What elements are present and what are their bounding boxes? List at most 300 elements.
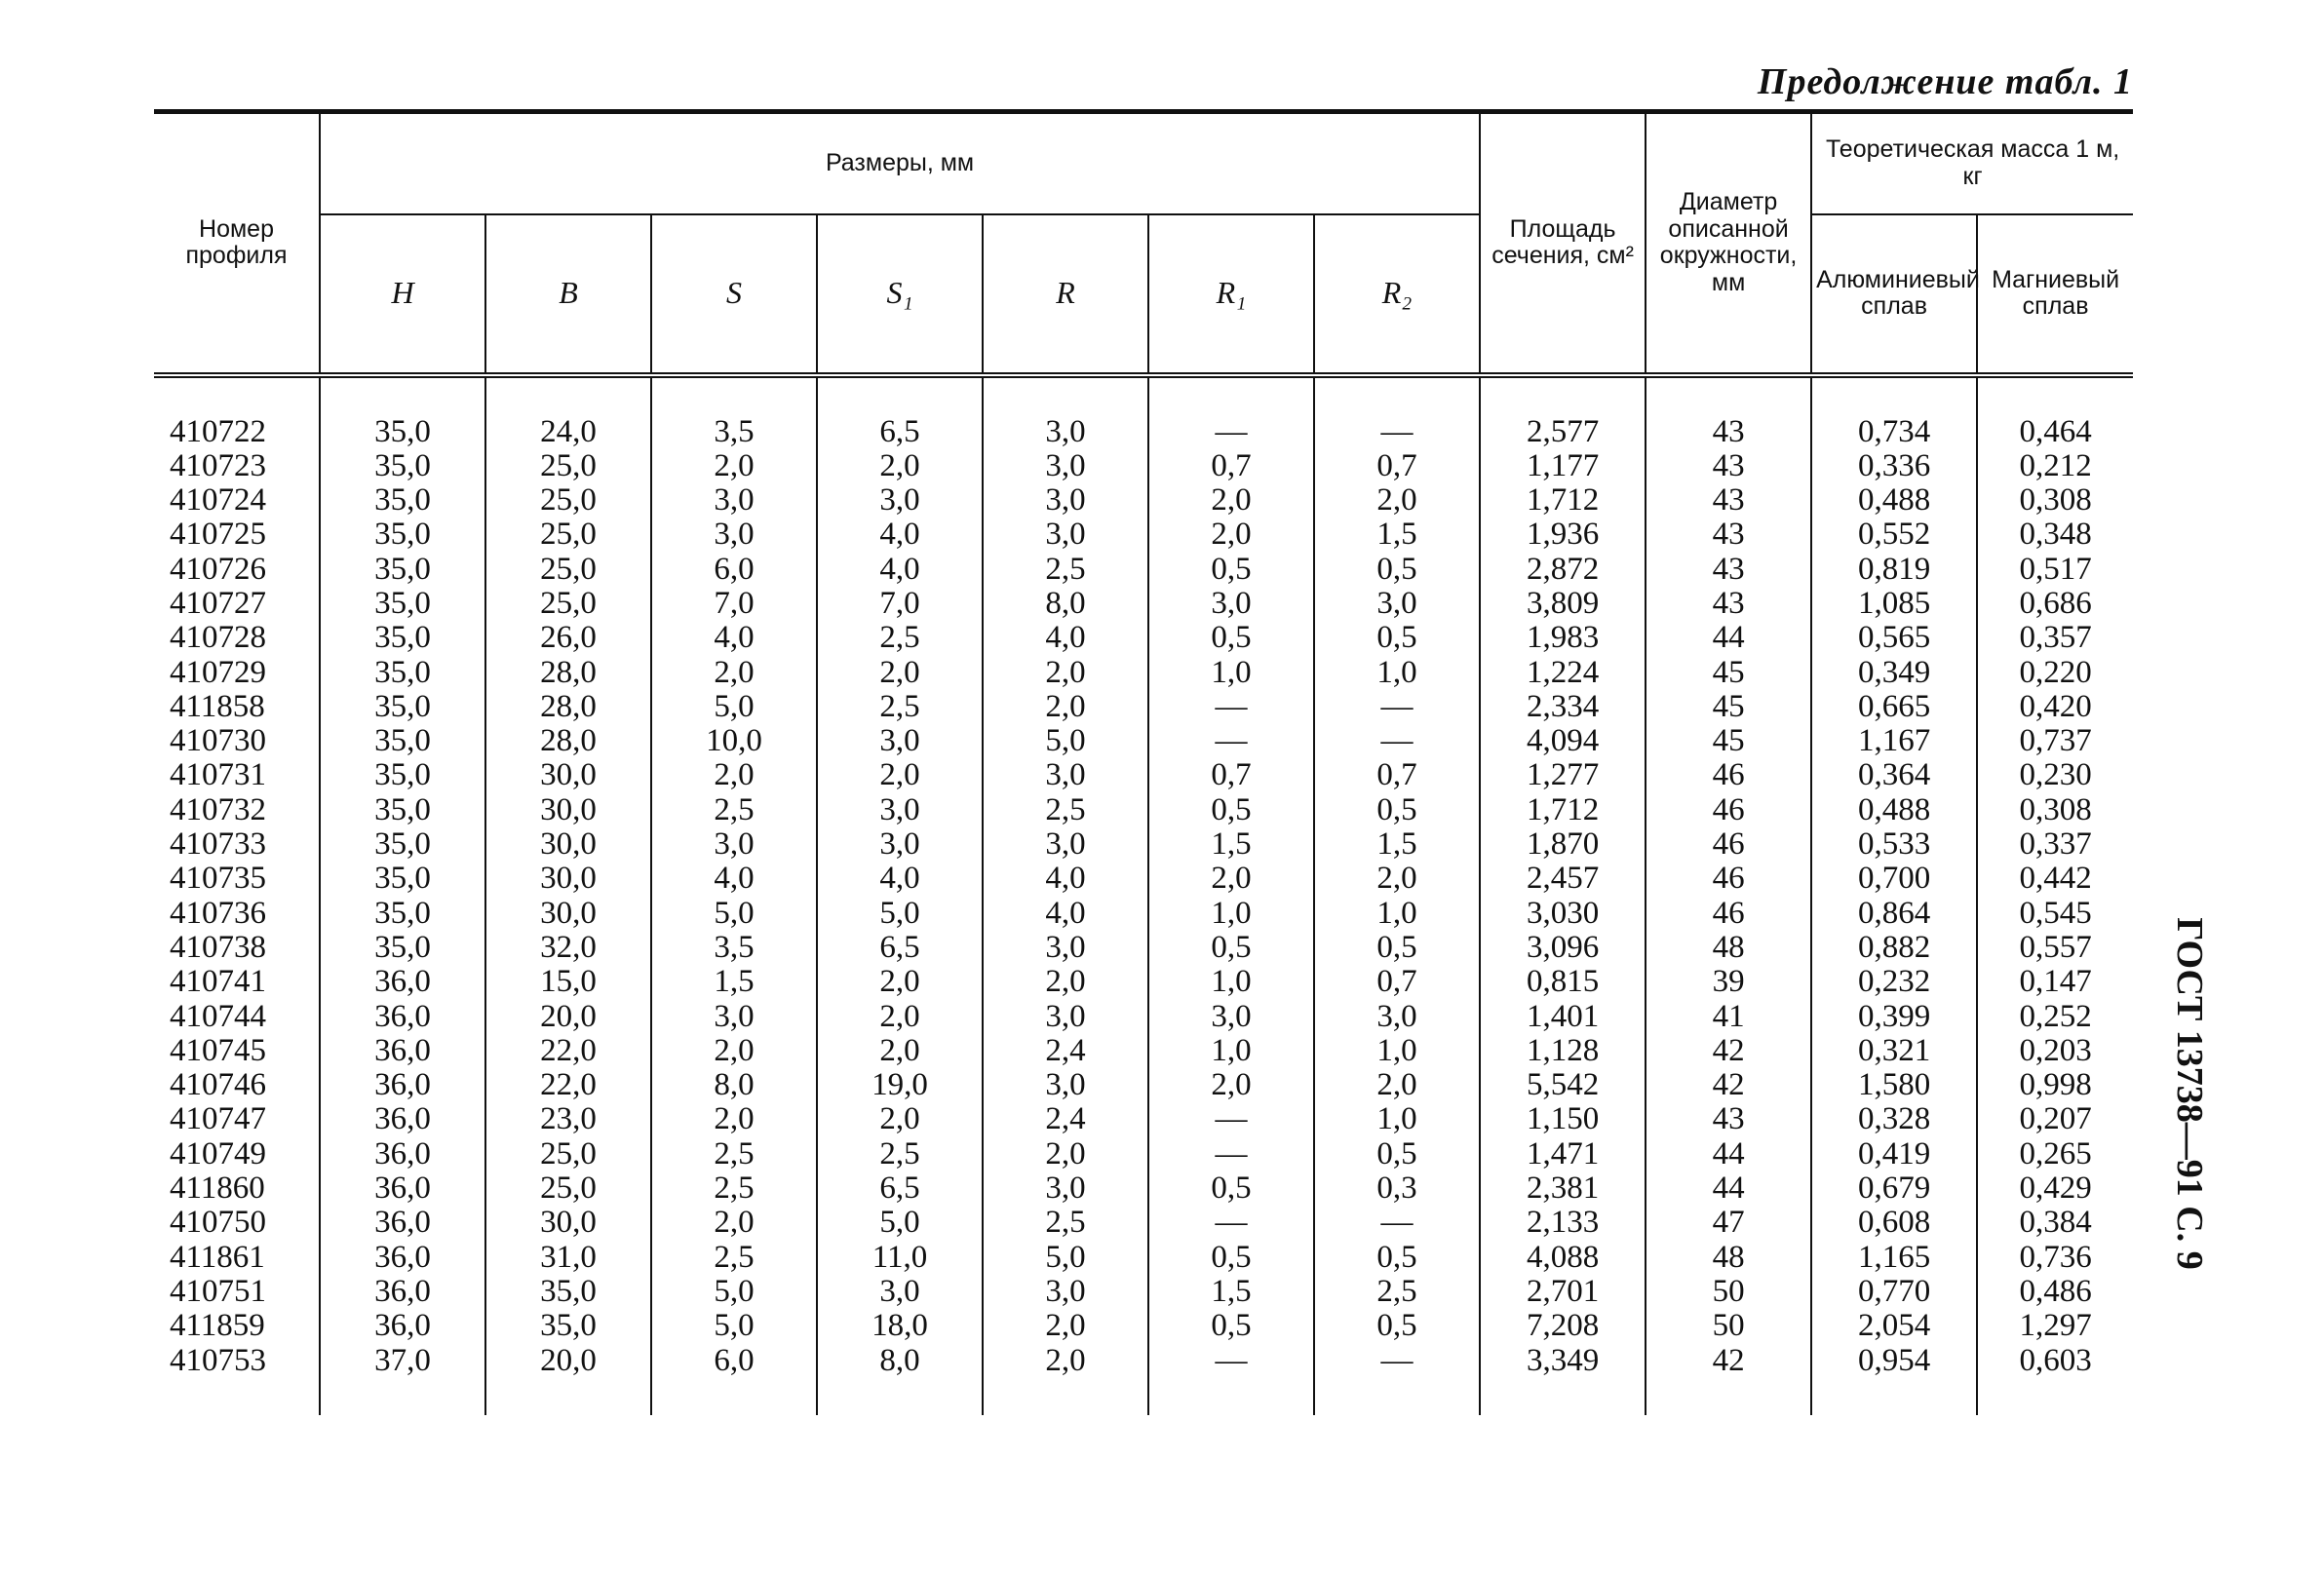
table-cell: 0,203 bbox=[1977, 1034, 2133, 1068]
table-cell: 2,0 bbox=[1314, 1068, 1480, 1102]
table-cell: 1,297 bbox=[1977, 1309, 2133, 1343]
table-cell: 0,230 bbox=[1977, 758, 2133, 792]
table-cell: 2,0 bbox=[651, 1102, 817, 1136]
profile-number-cell: 410741 bbox=[170, 964, 266, 1000]
table-cell: 25,0 bbox=[485, 518, 651, 552]
table-cell: 0,336 bbox=[1811, 449, 1977, 483]
table-cell: 46 bbox=[1646, 827, 1811, 862]
table-cell: 0,7 bbox=[1148, 758, 1314, 792]
table-cell: 2,0 bbox=[651, 656, 817, 690]
table-cell: 0,419 bbox=[1811, 1137, 1977, 1171]
table-cell: 4,0 bbox=[651, 621, 817, 655]
profile-number-cell: 410738 bbox=[170, 929, 266, 965]
table-row bbox=[154, 449, 2133, 483]
table-row bbox=[154, 724, 2133, 758]
table-row bbox=[154, 1102, 2133, 1136]
table-cell: 35,0 bbox=[320, 518, 485, 552]
table-cell: 6,5 bbox=[817, 415, 983, 449]
profile-number-cell: 410732 bbox=[170, 791, 266, 827]
table-cell: 6,5 bbox=[817, 931, 983, 965]
table-row bbox=[154, 621, 2133, 655]
table-continuation-caption: Предолжение табл. 1 bbox=[1757, 61, 2133, 102]
table-cell: 2,381 bbox=[1480, 1171, 1646, 1206]
table-cell: 1,712 bbox=[1480, 483, 1646, 518]
table-cell: 3,5 bbox=[651, 931, 817, 965]
table-cell: 1,0 bbox=[1148, 656, 1314, 690]
table-cell: 25,0 bbox=[485, 1171, 651, 1206]
table-cell: 1,277 bbox=[1480, 758, 1646, 792]
table-cell: 0,734 bbox=[1811, 415, 1977, 449]
table-cell: 18,0 bbox=[817, 1309, 983, 1343]
table-cell: 0,882 bbox=[1811, 931, 1977, 965]
header-section-area: Площадь сечения, см² bbox=[1480, 112, 1646, 375]
table-cell: 35,0 bbox=[320, 415, 485, 449]
table-cell: 1,224 bbox=[1480, 656, 1646, 690]
table-row bbox=[154, 1171, 2133, 1206]
table-cell: 31,0 bbox=[485, 1241, 651, 1275]
table-cell: 2,0 bbox=[983, 1137, 1148, 1171]
table-cell: 5,542 bbox=[1480, 1068, 1646, 1102]
table-cell: 0,7 bbox=[1314, 758, 1480, 792]
table-cell: 1,165 bbox=[1811, 1241, 1977, 1275]
table-cell: 30,0 bbox=[485, 862, 651, 896]
table-cell: 3,0 bbox=[1148, 1000, 1314, 1034]
table-cell: 30,0 bbox=[485, 897, 651, 931]
table-cell: 2,054 bbox=[1811, 1309, 1977, 1343]
table-cell: 48 bbox=[1646, 1241, 1811, 1275]
table-cell: 42 bbox=[1646, 1034, 1811, 1068]
table-cell: 3,0 bbox=[1314, 587, 1480, 621]
table-tail-row bbox=[154, 1378, 2133, 1415]
table-cell: 2,5 bbox=[651, 1241, 817, 1275]
table-row bbox=[154, 827, 2133, 862]
table-cell: 4,0 bbox=[651, 862, 817, 896]
table-cell: 3,0 bbox=[983, 1171, 1148, 1206]
table-cell: 1,0 bbox=[1148, 965, 1314, 999]
table-cell: 20,0 bbox=[485, 1000, 651, 1034]
profile-number-cell: 410724 bbox=[170, 482, 266, 518]
table-cell: 3,0 bbox=[817, 1275, 983, 1309]
table-body bbox=[154, 375, 2133, 1415]
table-cell: 0,5 bbox=[1148, 1241, 1314, 1275]
table-cell: 35,0 bbox=[320, 827, 485, 862]
table-cell: — bbox=[1314, 690, 1480, 724]
table-cell: 0,679 bbox=[1811, 1171, 1977, 1206]
profile-number-cell: 411860 bbox=[170, 1171, 265, 1207]
table-cell: 42 bbox=[1646, 1068, 1811, 1102]
table-cell: 1,150 bbox=[1480, 1102, 1646, 1136]
table-cell: 10,0 bbox=[651, 724, 817, 758]
table-cell: 36,0 bbox=[320, 1171, 485, 1206]
table-cell: 7,0 bbox=[651, 587, 817, 621]
table-cell: 2,0 bbox=[651, 449, 817, 483]
table-cell: 5,0 bbox=[651, 1309, 817, 1343]
table-cell: 44 bbox=[1646, 621, 1811, 655]
table-cell: 0,207 bbox=[1977, 1102, 2133, 1136]
table-cell: 30,0 bbox=[485, 758, 651, 792]
table-cell: 8,0 bbox=[983, 587, 1148, 621]
table-cell: 30,0 bbox=[485, 827, 651, 862]
table-header bbox=[154, 112, 2133, 375]
table-cell: 2,0 bbox=[817, 758, 983, 792]
table-cell: 3,0 bbox=[983, 1000, 1148, 1034]
table-cell: 1,983 bbox=[1480, 621, 1646, 655]
table-cell: 35,0 bbox=[320, 553, 485, 587]
table-cell: — bbox=[1314, 724, 1480, 758]
table-cell: 26,0 bbox=[485, 621, 651, 655]
table-cell: 1,0 bbox=[1148, 1034, 1314, 1068]
table-cell: 4,0 bbox=[817, 553, 983, 587]
table-cell: 20,0 bbox=[485, 1344, 651, 1378]
table-cell: — bbox=[1148, 415, 1314, 449]
table-cell: 0,686 bbox=[1977, 587, 2133, 621]
table-cell: 2,5 bbox=[817, 690, 983, 724]
table-cell: 8,0 bbox=[651, 1068, 817, 1102]
table-cell: 3,0 bbox=[651, 1000, 817, 1034]
table-cell: 2,457 bbox=[1480, 862, 1646, 896]
table-cell: 0,864 bbox=[1811, 897, 1977, 931]
table-cell: 48 bbox=[1646, 931, 1811, 965]
table-cell: 15,0 bbox=[485, 965, 651, 999]
table-cell: 2,133 bbox=[1480, 1206, 1646, 1240]
table-cell: 0,232 bbox=[1811, 965, 1977, 999]
profiles-table bbox=[154, 109, 2133, 1415]
table-cell: 35,0 bbox=[320, 724, 485, 758]
document-standard-label: ГОСТ 13738—91 С. 9 bbox=[2169, 917, 2210, 1270]
table-cell: 3,0 bbox=[983, 1275, 1148, 1309]
table-cell: 3,0 bbox=[983, 518, 1148, 552]
table-cell: 47 bbox=[1646, 1206, 1811, 1240]
table-cell: 43 bbox=[1646, 1102, 1811, 1136]
table-cell: 2,0 bbox=[983, 1344, 1148, 1378]
table-cell: 22,0 bbox=[485, 1068, 651, 1102]
table-cell: 6,5 bbox=[817, 1171, 983, 1206]
table-cell: 0,5 bbox=[1314, 621, 1480, 655]
profile-number-cell: 411858 bbox=[170, 688, 265, 724]
table-cell: 0,7 bbox=[1148, 449, 1314, 483]
header-theoretical-mass: Теоретическая масса 1 м, кг bbox=[1811, 112, 2133, 214]
table-row bbox=[154, 690, 2133, 724]
table-cell: 2,0 bbox=[1148, 1068, 1314, 1102]
table-cell: 4,0 bbox=[817, 862, 983, 896]
table-cell: 35,0 bbox=[320, 587, 485, 621]
table-cell: 36,0 bbox=[320, 1275, 485, 1309]
table-cell: 1,580 bbox=[1811, 1068, 1977, 1102]
table-cell: 22,0 bbox=[485, 1034, 651, 1068]
table-row bbox=[154, 1344, 2133, 1378]
table-cell: 0,603 bbox=[1977, 1344, 2133, 1378]
header-col-r: R bbox=[983, 214, 1148, 375]
table-cell: — bbox=[1314, 415, 1480, 449]
header-circumscribed-diameter: Диаметр описанной окружности, мм bbox=[1646, 112, 1811, 375]
table-cell: 2,5 bbox=[983, 793, 1148, 827]
table-cell: 2,4 bbox=[983, 1034, 1148, 1068]
table-row bbox=[154, 415, 2133, 449]
table-cell: 1,5 bbox=[1148, 1275, 1314, 1309]
table-cell: 19,0 bbox=[817, 1068, 983, 1102]
table-cell: — bbox=[1148, 1102, 1314, 1136]
table-cell: 36,0 bbox=[320, 1102, 485, 1136]
table-cell: 25,0 bbox=[485, 553, 651, 587]
profile-number-cell: 411861 bbox=[170, 1239, 265, 1275]
table-cell: 42 bbox=[1646, 1344, 1811, 1378]
table-cell: 3,0 bbox=[651, 827, 817, 862]
table-cell: 43 bbox=[1646, 449, 1811, 483]
table-cell: 4,0 bbox=[817, 518, 983, 552]
table-cell: 0,5 bbox=[1148, 621, 1314, 655]
table-cell: 1,5 bbox=[1148, 827, 1314, 862]
table-cell: 0,5 bbox=[1314, 793, 1480, 827]
table-row bbox=[154, 862, 2133, 896]
table-cell: 3,0 bbox=[1148, 587, 1314, 621]
table-cell: — bbox=[1148, 1137, 1314, 1171]
table-cell: 28,0 bbox=[485, 690, 651, 724]
table-cell: 5,0 bbox=[651, 1275, 817, 1309]
table-cell: 37,0 bbox=[320, 1344, 485, 1378]
table-row bbox=[154, 1206, 2133, 1240]
table-cell: 2,5 bbox=[1314, 1275, 1480, 1309]
profile-number-cell: 410753 bbox=[170, 1342, 266, 1378]
profile-number-cell: 410750 bbox=[170, 1205, 266, 1241]
table-cell: 24,0 bbox=[485, 415, 651, 449]
table-row bbox=[154, 1034, 2133, 1068]
table-cell: 0,665 bbox=[1811, 690, 1977, 724]
table-cell: 36,0 bbox=[320, 965, 485, 999]
header-col-r2: R₂ bbox=[1314, 214, 1480, 375]
table-cell: 1,0 bbox=[1314, 656, 1480, 690]
profile-number-cell: 410730 bbox=[170, 723, 266, 759]
table-cell: 0,464 bbox=[1977, 415, 2133, 449]
table-cell: 0,252 bbox=[1977, 1000, 2133, 1034]
table-cell: 43 bbox=[1646, 415, 1811, 449]
table-cell: 46 bbox=[1646, 758, 1811, 792]
table-cell: 1,0 bbox=[1148, 897, 1314, 931]
table-row bbox=[154, 1241, 2133, 1275]
table-cell: 0,399 bbox=[1811, 1000, 1977, 1034]
table-row bbox=[154, 965, 2133, 999]
table-cell: 2,701 bbox=[1480, 1275, 1646, 1309]
profile-number-cell: 410749 bbox=[170, 1135, 266, 1171]
table-cell: 1,936 bbox=[1480, 518, 1646, 552]
profile-number-cell: 411859 bbox=[170, 1308, 265, 1344]
table-cell: 3,0 bbox=[983, 449, 1148, 483]
table-cell: 35,0 bbox=[320, 483, 485, 518]
table-cell: 0,348 bbox=[1977, 518, 2133, 552]
profiles-table-container bbox=[154, 109, 2133, 1415]
table-cell: 2,5 bbox=[983, 1206, 1148, 1240]
table-cell: 0,7 bbox=[1314, 449, 1480, 483]
table-cell: 0,5 bbox=[1314, 553, 1480, 587]
table-cell: 35,0 bbox=[320, 793, 485, 827]
table-cell: 28,0 bbox=[485, 724, 651, 758]
table-cell: 0,5 bbox=[1148, 793, 1314, 827]
table-cell: 0,488 bbox=[1811, 483, 1977, 518]
table-cell: 1,5 bbox=[651, 965, 817, 999]
table-cell: 35,0 bbox=[320, 862, 485, 896]
table-cell: 1,128 bbox=[1480, 1034, 1646, 1068]
table-cell: 44 bbox=[1646, 1171, 1811, 1206]
table-cell: 3,096 bbox=[1480, 931, 1646, 965]
table-cell: 0,5 bbox=[1314, 931, 1480, 965]
table-cell: 2,0 bbox=[817, 1034, 983, 1068]
table-cell: 1,0 bbox=[1314, 897, 1480, 931]
table-cell: 2,0 bbox=[817, 1102, 983, 1136]
header-col-magnesium: Магниевый сплав bbox=[1977, 214, 2133, 375]
profile-number-cell: 410727 bbox=[170, 585, 266, 621]
table-cell: 45 bbox=[1646, 656, 1811, 690]
table-cell: 1,0 bbox=[1314, 1102, 1480, 1136]
table-cell: 1,471 bbox=[1480, 1137, 1646, 1171]
table-cell: 0,364 bbox=[1811, 758, 1977, 792]
table-cell: 36,0 bbox=[320, 1206, 485, 1240]
table-cell: 4,094 bbox=[1480, 724, 1646, 758]
table-cell: 6,0 bbox=[651, 553, 817, 587]
table-cell: 2,0 bbox=[1148, 518, 1314, 552]
table-cell: 43 bbox=[1646, 518, 1811, 552]
table-cell: 3,0 bbox=[651, 518, 817, 552]
table-cell: 11,0 bbox=[817, 1241, 983, 1275]
table-cell: 36,0 bbox=[320, 1068, 485, 1102]
table-cell: 50 bbox=[1646, 1309, 1811, 1343]
table-cell: — bbox=[1148, 1344, 1314, 1378]
table-cell: 36,0 bbox=[320, 1137, 485, 1171]
table-cell: 2,0 bbox=[983, 1309, 1148, 1343]
profile-number-cell: 410729 bbox=[170, 654, 266, 690]
table-cell: 1,712 bbox=[1480, 793, 1646, 827]
table-cell: 2,872 bbox=[1480, 553, 1646, 587]
header-col-s1: S₁ bbox=[817, 214, 983, 375]
table-cell: 25,0 bbox=[485, 1137, 651, 1171]
table-cell: 45 bbox=[1646, 724, 1811, 758]
table-cell: 2,0 bbox=[1314, 862, 1480, 896]
table-row bbox=[154, 758, 2133, 792]
profile-number-cell: 410744 bbox=[170, 998, 266, 1034]
table-cell: 0,420 bbox=[1977, 690, 2133, 724]
table-row bbox=[154, 1309, 2133, 1343]
header-col-s: S bbox=[651, 214, 817, 375]
header-col-b: B bbox=[485, 214, 651, 375]
table-row bbox=[154, 553, 2133, 587]
table-cell: 35,0 bbox=[320, 931, 485, 965]
header-col-aluminium: Алюминиевый сплав bbox=[1811, 214, 1977, 375]
table-cell: 5,0 bbox=[651, 690, 817, 724]
table-cell: 0,442 bbox=[1977, 862, 2133, 896]
table-cell: 0,700 bbox=[1811, 862, 1977, 896]
table-cell: 0,737 bbox=[1977, 724, 2133, 758]
table-cell: 45 bbox=[1646, 690, 1811, 724]
table-cell: 0,349 bbox=[1811, 656, 1977, 690]
table-cell: 0,488 bbox=[1811, 793, 1977, 827]
header-profile-number: Номер профиля bbox=[154, 112, 320, 375]
profile-number-cell: 410731 bbox=[170, 757, 266, 793]
table-cell: 2,0 bbox=[651, 1034, 817, 1068]
table-cell: 2,0 bbox=[817, 1000, 983, 1034]
table-cell: 2,5 bbox=[983, 553, 1148, 587]
table-cell: 0,337 bbox=[1977, 827, 2133, 862]
table-row bbox=[154, 1137, 2133, 1171]
table-cell: 0,5 bbox=[1314, 1137, 1480, 1171]
table-cell: 35,0 bbox=[320, 897, 485, 931]
table-row bbox=[154, 793, 2133, 827]
table-cell: 3,0 bbox=[651, 483, 817, 518]
table-row bbox=[154, 1000, 2133, 1034]
table-cell: — bbox=[1148, 690, 1314, 724]
table-row bbox=[154, 656, 2133, 690]
table-cell: 4,0 bbox=[983, 897, 1148, 931]
table-cell: 36,0 bbox=[320, 1000, 485, 1034]
table-cell: 36,0 bbox=[320, 1034, 485, 1068]
table-cell: 0,815 bbox=[1480, 965, 1646, 999]
profile-number-cell: 410746 bbox=[170, 1067, 266, 1103]
table-cell: 25,0 bbox=[485, 587, 651, 621]
table-cell: 3,0 bbox=[817, 724, 983, 758]
table-cell: — bbox=[1314, 1206, 1480, 1240]
table-cell: 2,0 bbox=[651, 1206, 817, 1240]
table-cell: 2,4 bbox=[983, 1102, 1148, 1136]
table-cell: 5,0 bbox=[983, 1241, 1148, 1275]
table-cell: 30,0 bbox=[485, 1206, 651, 1240]
table-cell: 3,0 bbox=[817, 827, 983, 862]
table-cell: 50 bbox=[1646, 1275, 1811, 1309]
table-cell: 0,7 bbox=[1314, 965, 1480, 999]
profile-number-cell: 410735 bbox=[170, 861, 266, 897]
table-cell: 36,0 bbox=[320, 1241, 485, 1275]
table-cell: 1,0 bbox=[1314, 1034, 1480, 1068]
header-dimensions: Размеры, мм bbox=[320, 112, 1480, 214]
table-row bbox=[154, 1068, 2133, 1102]
table-cell: 35,0 bbox=[320, 758, 485, 792]
table-cell: 0,212 bbox=[1977, 449, 2133, 483]
table-cell: 3,0 bbox=[983, 483, 1148, 518]
table-cell: 3,0 bbox=[983, 1068, 1148, 1102]
table-row bbox=[154, 518, 2133, 552]
table-cell: 2,0 bbox=[817, 449, 983, 483]
table-cell: 2,0 bbox=[817, 656, 983, 690]
table-cell: 1,085 bbox=[1811, 587, 1977, 621]
profile-number-cell: 410733 bbox=[170, 826, 266, 863]
table-cell: 6,0 bbox=[651, 1344, 817, 1378]
header-col-h: H bbox=[320, 214, 485, 375]
table-cell: 0,954 bbox=[1811, 1344, 1977, 1378]
table-cell: 5,0 bbox=[817, 897, 983, 931]
table-cell: 0,565 bbox=[1811, 621, 1977, 655]
table-cell: 0,5 bbox=[1314, 1241, 1480, 1275]
profile-number-cell: 410747 bbox=[170, 1101, 266, 1137]
table-cell: 0,265 bbox=[1977, 1137, 2133, 1171]
table-cell: 32,0 bbox=[485, 931, 651, 965]
profile-number-cell: 410728 bbox=[170, 620, 266, 656]
table-cell: 0,357 bbox=[1977, 621, 2133, 655]
table-cell: 2,0 bbox=[1148, 862, 1314, 896]
table-cell: 35,0 bbox=[320, 690, 485, 724]
table-row bbox=[154, 931, 2133, 965]
table-cell: 1,177 bbox=[1480, 449, 1646, 483]
table-cell: 0,736 bbox=[1977, 1241, 2133, 1275]
profile-number-cell: 410736 bbox=[170, 895, 266, 931]
table-cell: 2,0 bbox=[983, 965, 1148, 999]
table-cell: 2,0 bbox=[1314, 483, 1480, 518]
table-cell: 0,5 bbox=[1148, 553, 1314, 587]
table-cell: 3,349 bbox=[1480, 1344, 1646, 1378]
profile-number-cell: 410725 bbox=[170, 517, 266, 553]
table-cell: 2,0 bbox=[983, 656, 1148, 690]
table-cell: 2,0 bbox=[651, 758, 817, 792]
table-cell: 0,517 bbox=[1977, 553, 2133, 587]
table-cell: 5,0 bbox=[817, 1206, 983, 1240]
table-cell: 5,0 bbox=[651, 897, 817, 931]
table-cell: 43 bbox=[1646, 483, 1811, 518]
table-cell: 23,0 bbox=[485, 1102, 651, 1136]
